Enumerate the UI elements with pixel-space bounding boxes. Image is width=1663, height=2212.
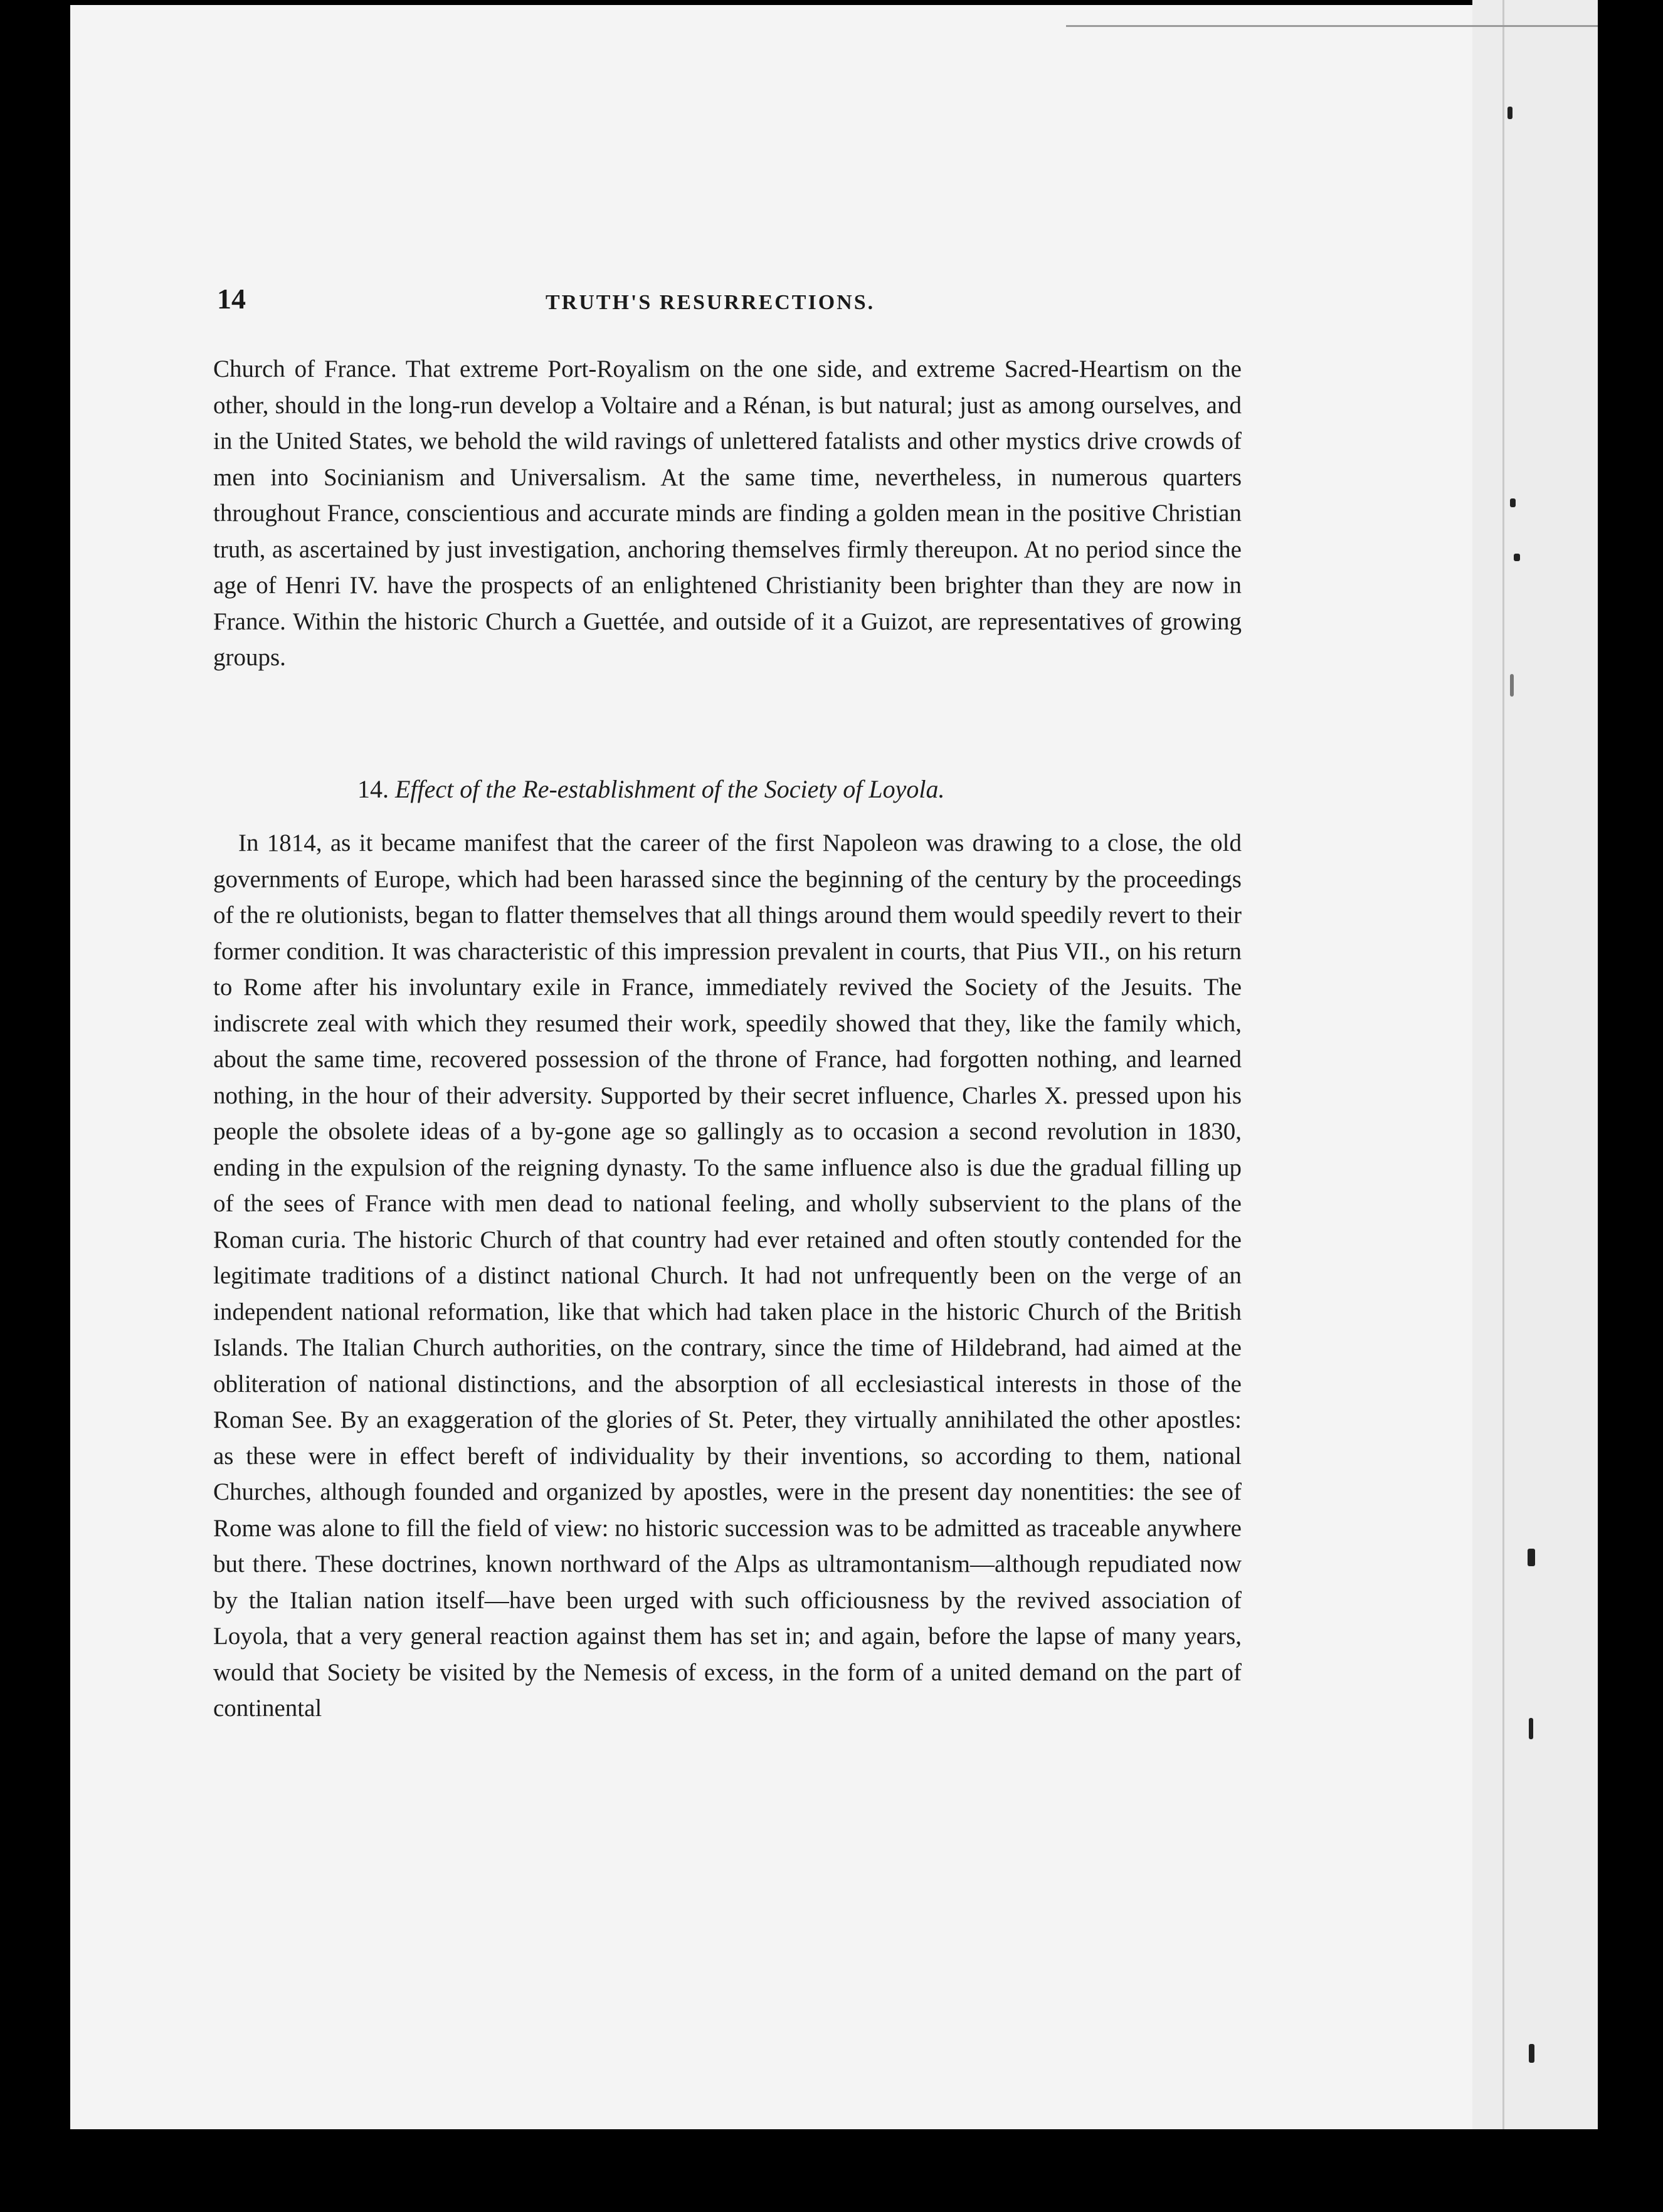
- page-number: 14: [217, 283, 246, 315]
- page-fold: [1502, 0, 1504, 2129]
- margin-speck: [1529, 1718, 1533, 1739]
- top-edge-line: [1066, 25, 1598, 27]
- margin-speck: [1510, 674, 1514, 697]
- section-title: Effect of the Re-establishment of the Society of Loyola.: [395, 775, 945, 803]
- margin-speck: [1510, 498, 1516, 507]
- margin-speck: [1514, 554, 1520, 561]
- margin-speck: [1528, 1549, 1535, 1566]
- margin-speck: [1529, 2044, 1534, 2063]
- section-heading: [357, 774, 944, 804]
- section-number: 14.: [357, 775, 389, 803]
- paragraph-2: In 1814, as it became manifest that the career of the first Napoleon was drawing to a close, the old governments of Europe, which had been harassed since the beginning of the century by the proceedings of the re olutionists, began to flatter themselves that all things around them would speedily revert to their former condition. It was characteristic of this impression prevalent in courts, that Pius VII., on his return to Rome after his involuntary exile in France, immediately revived the Society of the Jesuits. The indiscrete zeal with which they resumed their work, speedily showed that they, like the family which, about the same time, recovered possession of the throne of France, had forgotten nothing, and learned nothing, in the hour of their adversity. Supported by their secret influence, Charles X. pressed upon his people the obsolete ideas of a by-gone age so gallingly as to occasion a second revolution in 1830, ending in the expulsion of the reigning dynasty. To the same influence also is due the gradual filling up of the sees of France with men dead to national feeling, and wholly subservient to the plans of the Roman curia. The historic Church of that country had ever retained and often stoutly contended for the legitimate traditions of a distinct national Church. It had not unfrequently been on the verge of an independent national reformation, like that which had taken place in the historic Church of the British Islands. The Italian Church authorities, on the contrary, since the time of Hildebrand, had aimed at the obliteration of national distinctions, and the absorption of all ecclesiastical interests in those of the Roman See. By an exaggeration of the glories of St. Peter, they virtually annihilated the other apostles: as these were in effect bereft of individuality by their inventions, so according to them, national Churches, although founded and organized by apostles, were in the present day nonentities: the see of Rome was alone to fill the field of view: no historic succession was to be admitted as traceable anywhere but there. These doctrines, known northward of the Alps as ultramontanism—although repudiated now by the Italian nation itself—have been urged with such officiousness by the revived association of Loyola, that a very general reaction against them has set in; and again, before the lapse of many years, would that Society be visited by the Nemesis of excess, in the form of a united demand on the part of continental: [213, 830, 1242, 1722]
- page-header: [213, 282, 1242, 326]
- page-margin: [1472, 0, 1598, 2129]
- running-title: TRUTH'S RESURRECTIONS.: [546, 291, 875, 314]
- paragraph-1: Church of France. That extreme Port-Royalism on the one side, and extreme Sacred-Heartism on the other, should in the long-run develop a Voltaire and a Rénan, is but natural; just as among ourselves, and in the United States, we behold the wild ravings of unlettered fatalists and other mystics drive crowds of men into Socinianism and Universalism. At the same time, nevertheless, in numerous quarters throughout France, conscientious and accurate minds are finding a golden mean in the positive Christian truth, as ascertained by just investigation, anchoring themselves firmly thereupon. At no period since the age of Henri IV. have the prospects of an enlightened Christianity been brighter than they are now in France. Within the historic Church a Guettée, and outside of it a Guizot, are representatives of growing groups.: [213, 356, 1242, 671]
- margin-speck: [1507, 107, 1513, 119]
